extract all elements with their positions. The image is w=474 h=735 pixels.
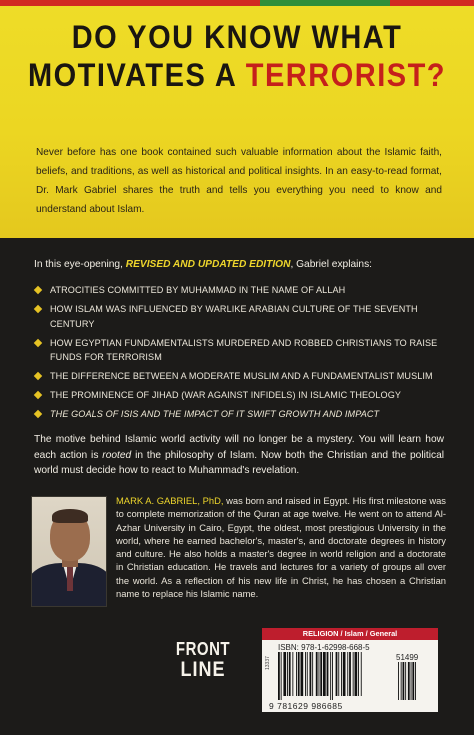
diamond-bullet-icon bbox=[34, 286, 42, 294]
barcode-bar bbox=[349, 652, 351, 696]
diamond-bullet-icon bbox=[34, 410, 42, 418]
barcode-addon-bar bbox=[412, 662, 414, 700]
barcode-addon-bar bbox=[415, 662, 416, 700]
barcode-panel bbox=[262, 628, 438, 712]
bullet-text: THE DIFFERENCE BETWEEN A MODERATE MUSLIM AND A FUNDAMENTALIST MUSLIM bbox=[50, 371, 433, 381]
barcode-bar bbox=[301, 652, 304, 696]
category-label: RELIGION / Islam / General bbox=[262, 628, 438, 640]
headline-terrorist: TERRORIST? bbox=[245, 58, 447, 94]
barcode-bar bbox=[355, 652, 358, 696]
barcode-bar bbox=[353, 652, 354, 696]
motive-pre: The motive behind Islamic world activity will no longer be a mystery. You will learn how each action is bbox=[34, 434, 444, 461]
bullet-text: THE PROMINENCE OF JIHAD (WAR AGAINST INFIDELS) IN ISLAMIC THEOLOGY bbox=[50, 390, 402, 400]
list-item bbox=[34, 407, 444, 422]
explains-pre: In this eye-opening, bbox=[34, 259, 126, 270]
barcode-bar bbox=[283, 652, 286, 696]
author-bio bbox=[116, 494, 446, 600]
top-red-strip-right bbox=[390, 0, 474, 6]
barcode-bar bbox=[312, 652, 313, 696]
bullet-text: THE GOALS OF ISIS AND THE IMPACT OF IT SWIFT GROWTH AND IMPACT bbox=[50, 409, 380, 419]
barcode-bar bbox=[330, 652, 331, 700]
barcode-bar bbox=[287, 652, 288, 696]
barcode-bar bbox=[281, 652, 282, 700]
explains-post: , Gabriel explains: bbox=[290, 259, 373, 270]
barcode-bar bbox=[332, 652, 333, 700]
diamond-bullet-icon bbox=[34, 391, 42, 399]
barcode-bar bbox=[296, 652, 297, 696]
barcode-bar bbox=[358, 652, 359, 696]
list-item bbox=[34, 302, 444, 331]
barcode-bar bbox=[307, 652, 308, 696]
motive-italic: rooted bbox=[102, 449, 132, 461]
price-code: 51499 bbox=[396, 653, 419, 662]
author-name: MARK A. GABRIEL, PhD, bbox=[116, 495, 224, 506]
barcode-addon-bar bbox=[411, 662, 412, 700]
author-bio-text: was born and raised in Egypt. His first milestone was to complete memorization of the Quran at age twelve. He went on to attend Al-Azhar University in Cairo, Egypt, the oldest, most prestigious University in the world, where he earned bachelor's, master's, and doctorate degrees in history and culture. He also holds a master's degree in world religion and a doctorate in Christian education. He travels and lectures for a variety of groups all over the world. As a reflection of his new life in Christ, he has chosen a Christian name to replace his Islamic name. bbox=[116, 495, 446, 599]
barcode-addon-bar bbox=[408, 662, 410, 700]
barcode-digits: 9 781629 986685 bbox=[269, 701, 343, 711]
barcode-bar bbox=[338, 652, 339, 696]
barcode-bar bbox=[327, 652, 329, 696]
barcode-bar bbox=[323, 652, 326, 696]
barcode-bar bbox=[361, 652, 362, 696]
bullet-text: HOW ISLAM WAS INFLUENCED BY WARLIKE ARABIAN CULTURE OF THE SEVENTH CENTURY bbox=[50, 304, 418, 329]
list-item bbox=[34, 283, 444, 298]
frontline-logo bbox=[171, 640, 235, 686]
barcode-bar bbox=[336, 652, 338, 696]
bullet-text: HOW EGYPTIAN FUNDAMENTALISTS MURDERED AND ROBBED CHRISTIANS TO RAISE FUNDS FOR TERRORISM bbox=[50, 337, 438, 362]
headline-line-2 bbox=[0, 58, 474, 95]
motive-paragraph bbox=[34, 432, 444, 479]
revised-edition-highlight: REVISED AND UPDATED EDITION bbox=[125, 259, 291, 270]
barcode-bar bbox=[289, 652, 291, 696]
barcode-bar bbox=[305, 652, 306, 696]
diamond-bullet-icon bbox=[34, 305, 42, 313]
barcode-bar bbox=[316, 652, 318, 696]
headline-line-1: DO YOU KNOW WHAT bbox=[71, 20, 403, 56]
diamond-bullet-icon bbox=[34, 372, 42, 380]
barcode-bar bbox=[278, 652, 280, 700]
author-hair bbox=[52, 509, 88, 523]
barcode-addon-bar bbox=[403, 662, 405, 700]
logo-line-1: FRONT bbox=[175, 639, 231, 660]
list-item bbox=[34, 336, 444, 365]
barcode-addon-bar bbox=[401, 662, 402, 700]
headline-line-2-text: MOTIVATES A bbox=[27, 58, 246, 94]
barcode-addon-bar bbox=[398, 662, 399, 700]
top-red-strip-left bbox=[0, 0, 260, 6]
barcode-bars bbox=[276, 652, 426, 700]
barcode-bar bbox=[343, 652, 346, 696]
logo-line-2: LINE bbox=[180, 657, 226, 681]
barcode-bar bbox=[298, 652, 300, 696]
top-yellow-band bbox=[0, 0, 474, 238]
isbn-text: ISBN: 978-1-62998-668-5 bbox=[278, 643, 370, 652]
side-code: 13337 bbox=[265, 656, 271, 670]
diamond-bullet-icon bbox=[34, 338, 42, 346]
top-green-strip bbox=[260, 0, 390, 6]
bullet-text: ATROCITIES COMMITTED BY MUHAMMAD IN THE NAME OF ALLAH bbox=[50, 285, 346, 295]
explains-bullet-list bbox=[34, 283, 444, 426]
barcode-addon-bar bbox=[405, 662, 406, 700]
barcode-bar bbox=[319, 652, 320, 696]
motive-post: in the philosophy of Islam. Now both the Christian and the political world must decide how to react to Muhammad's revelation. bbox=[34, 449, 444, 477]
author-tie bbox=[67, 565, 73, 591]
barcode-bar bbox=[341, 652, 342, 696]
barcode-bar bbox=[347, 652, 348, 696]
explains-lead bbox=[34, 259, 444, 270]
author-photo bbox=[31, 496, 107, 607]
barcode-bar bbox=[292, 652, 293, 696]
intro-paragraph: Never before has one book contained such valuable information about the Islamic faith, beliefs, and traditions, as well as historical and political insights. In an easy-to-read format, Dr. Mark Gabriel shares the truth and tells you everything you need to know and understand about Islam. bbox=[36, 147, 442, 215]
barcode-bar bbox=[320, 652, 322, 696]
list-item bbox=[34, 369, 444, 384]
list-item bbox=[34, 388, 444, 403]
barcode-bar bbox=[310, 652, 312, 696]
